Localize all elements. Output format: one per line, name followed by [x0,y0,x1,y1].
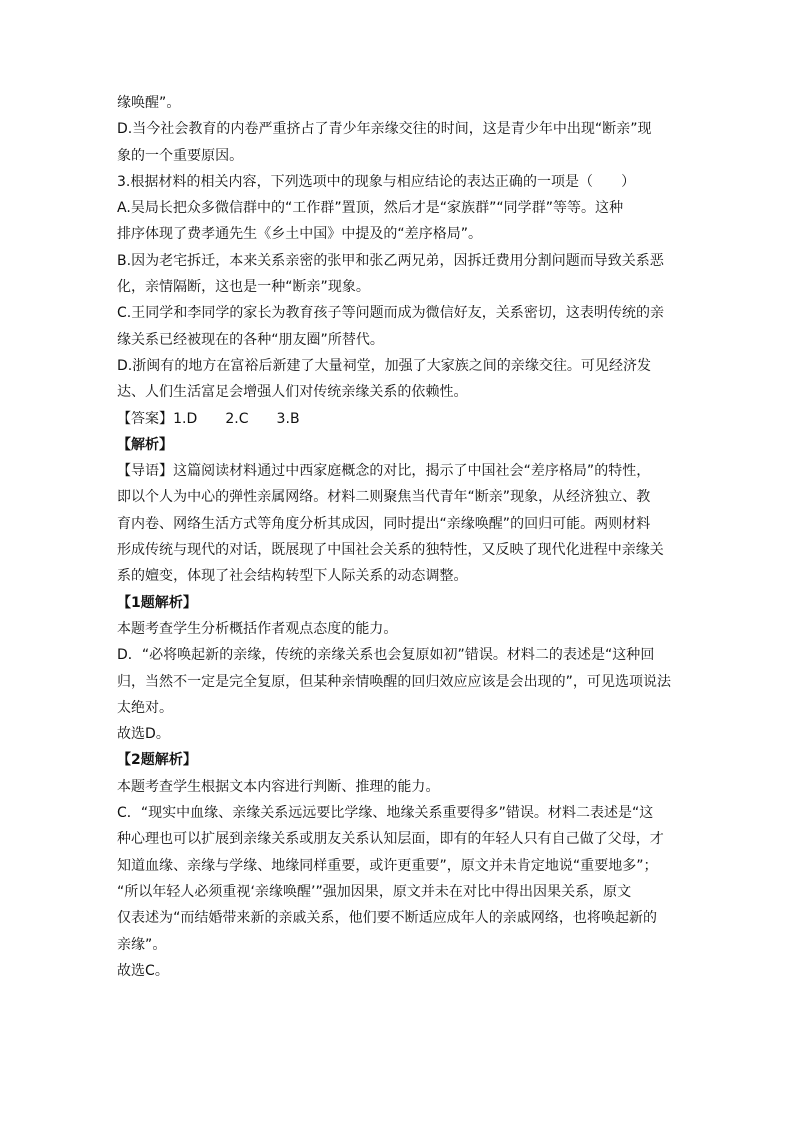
text-line: 缘唤醒”。 [117,95,181,111]
document-body [117,90,679,984]
text-line: 象的一个重要原因。 [117,147,244,164]
text-line: 仅表述为“而结婚带来新的亲戚关系，他们要不断适应成年人的亲戚网络，也将唤起新的 [117,910,658,927]
text-line: 排序体现了费孝通先生《乡土中国》中提及的“差序格局”。 [117,226,483,243]
text-line: 达、人们生活富足会增强人们对传统亲缘关系的依赖性。 [117,384,468,401]
text-line: 【答案】1.D 2.C 3.B [117,410,300,427]
text-line: C.王同学和李同学的家长为教育孩子等问题而成为微信好友，关系密切，这表明传统的亲 [117,305,665,322]
text-line: 系的嬗变，体现了社会结构转型下人际关系的动态调整。 [117,568,468,585]
text-line: 故选D。 [117,726,170,743]
text-line: 太绝对。 [117,699,174,716]
text-line: 化，亲情隔断，这也是一种“断亲”现象。 [117,279,370,296]
text-line: 故选C。 [117,962,169,979]
section-heading: 【解析】 [117,436,174,453]
text-line: 3.根据材料的相关内容，下列选项中的现象与相应结论的表达正确的一项是（ ） [117,173,636,190]
text-line: 本题考查学生分析概括作者观点态度的能力。 [117,620,398,637]
section-heading: 【2题解析】 [117,752,197,769]
text-line: 知道血缘、亲缘与学缘、地缘同样重要，或许更重要”，原文并未肯定地说“重要地多”； [117,857,658,874]
text-line: 归，当然不一定是完全复原，但某种亲情唤醒的回归效应应该是会出现的”，可见选项说法 [117,673,672,690]
text-line: C．“现实中血缘、亲缘关系远远要比学缘、地缘关系重要得多”错误。材料二表述是“这 [117,805,654,822]
text-line: 育内卷、网络生活方式等角度分析其成因，同时提出“亲缘唤醒”的回归可能。两则材料 [117,515,651,532]
text-line: 缘关系已经被现在的各种“朋友圈”所替代。 [117,331,384,348]
text-line: 【导语】这篇阅读材料通过中西家庭概念的对比，揭示了中国社会“差序格局”的特性， [117,463,651,480]
text-line: 本题考查学生根据文本内容进行判断、推理的能力。 [117,778,440,795]
text-line: D．“必将唤起新的亲缘，传统的亲缘关系也会复原如初”错误。材料二的表述是“这种回 [117,647,655,664]
text-line: “所以年轻人必须重视‘亲缘唤醒’”强加因果，原文并未在对比中得出因果关系，原文 [117,883,632,900]
text-line: D.当今社会教育的内卷严重挤占了青少年亲缘交往的时间，这是青少年中出现“断亲”现 [117,121,652,138]
text-line: 形成传统与现代的对话，既展现了中国社会关系的独特性，又反映了现代化进程中亲缘关 [117,542,664,559]
section-heading: 【1题解析】 [117,594,197,611]
text-line: A.吴局长把众多微信群中的“工作群”置顶，然后才是“家族群”“同学群”等等。这种 [117,200,624,217]
text-line: 即以个人为中心的弹性亲属网络。材料二则聚焦当代青年“断亲”现象，从经济独立、教 [117,489,651,506]
text-line: 种心理也可以扩展到亲缘关系或朋友关系认知层面，即有的年轻人只有自己做了父母，才 [117,831,664,848]
text-line: 亲缘”。 [117,936,167,953]
text-line: B.因为老宅拆迁，本来关系亲密的张甲和张乙两兄弟，因拆迁费用分割问题而导致关系恶 [117,252,664,269]
text-line: D.浙闽有的地方在富裕后新建了大量祠堂，加强了大家族之间的亲缘交往。可见经济发 [117,357,652,374]
